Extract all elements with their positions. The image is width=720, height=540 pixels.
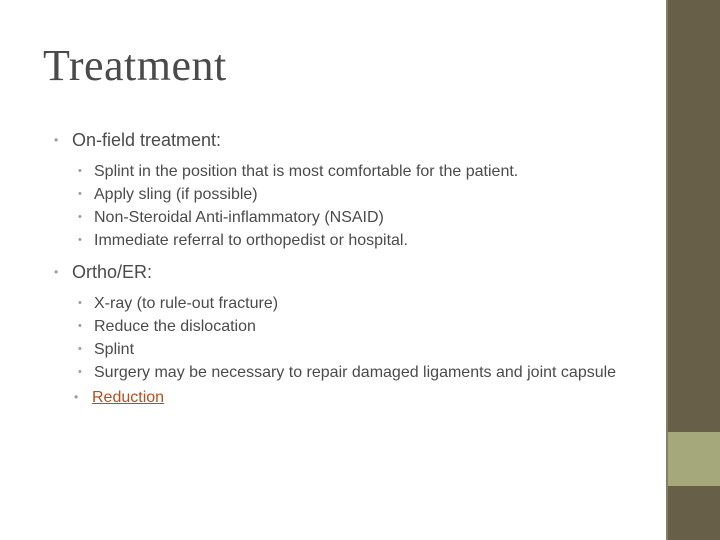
list-item-text: Immediate referral to orthopedist or hospital. xyxy=(94,232,408,249)
list-item-text: Non-Steroidal Anti-inflammatory (NSAID) xyxy=(94,209,384,226)
sidebar-accent-block xyxy=(668,432,720,486)
bullet-icon: • xyxy=(54,265,59,279)
list-item xyxy=(54,292,634,315)
bullet-icon: • xyxy=(78,211,82,223)
section-heading-on-field xyxy=(54,128,654,152)
reduction-link[interactable]: Reduction xyxy=(92,389,165,406)
ortho-er-list xyxy=(54,292,654,384)
reduction-item xyxy=(54,386,654,409)
bullet-icon: • xyxy=(78,297,82,309)
list-item-text: Splint in the position that is most comfortable for the patient. xyxy=(94,163,519,180)
list-item xyxy=(54,206,634,229)
list-item xyxy=(54,229,634,252)
bullet-icon: • xyxy=(74,390,79,404)
bullet-icon: • xyxy=(78,320,82,332)
bullet-icon: • xyxy=(78,234,82,246)
slide-title: Treatment xyxy=(43,41,227,90)
section-heading-ortho-er xyxy=(54,260,654,284)
list-item xyxy=(54,183,634,206)
list-item xyxy=(54,160,634,183)
bullet-icon: • xyxy=(78,188,82,200)
list-item-text: Splint xyxy=(94,341,135,358)
section-label: On-field treatment: xyxy=(72,130,222,150)
list-item xyxy=(54,361,634,384)
bullet-icon: • xyxy=(78,343,82,355)
bullet-icon: • xyxy=(78,366,82,378)
on-field-list xyxy=(54,160,654,252)
section-label: Ortho/ER: xyxy=(72,262,153,282)
list-item xyxy=(54,315,634,338)
list-item-text: Reduce the dislocation xyxy=(94,318,256,335)
bullet-icon: • xyxy=(54,133,59,147)
slide-content xyxy=(54,128,654,409)
list-item xyxy=(54,338,634,361)
list-item-text: Surgery may be necessary to repair damaged ligaments and joint capsule xyxy=(94,364,617,381)
list-item-text: X-ray (to rule-out fracture) xyxy=(94,295,279,312)
bullet-icon: • xyxy=(78,165,82,177)
list-item-text: Apply sling (if possible) xyxy=(94,186,258,203)
